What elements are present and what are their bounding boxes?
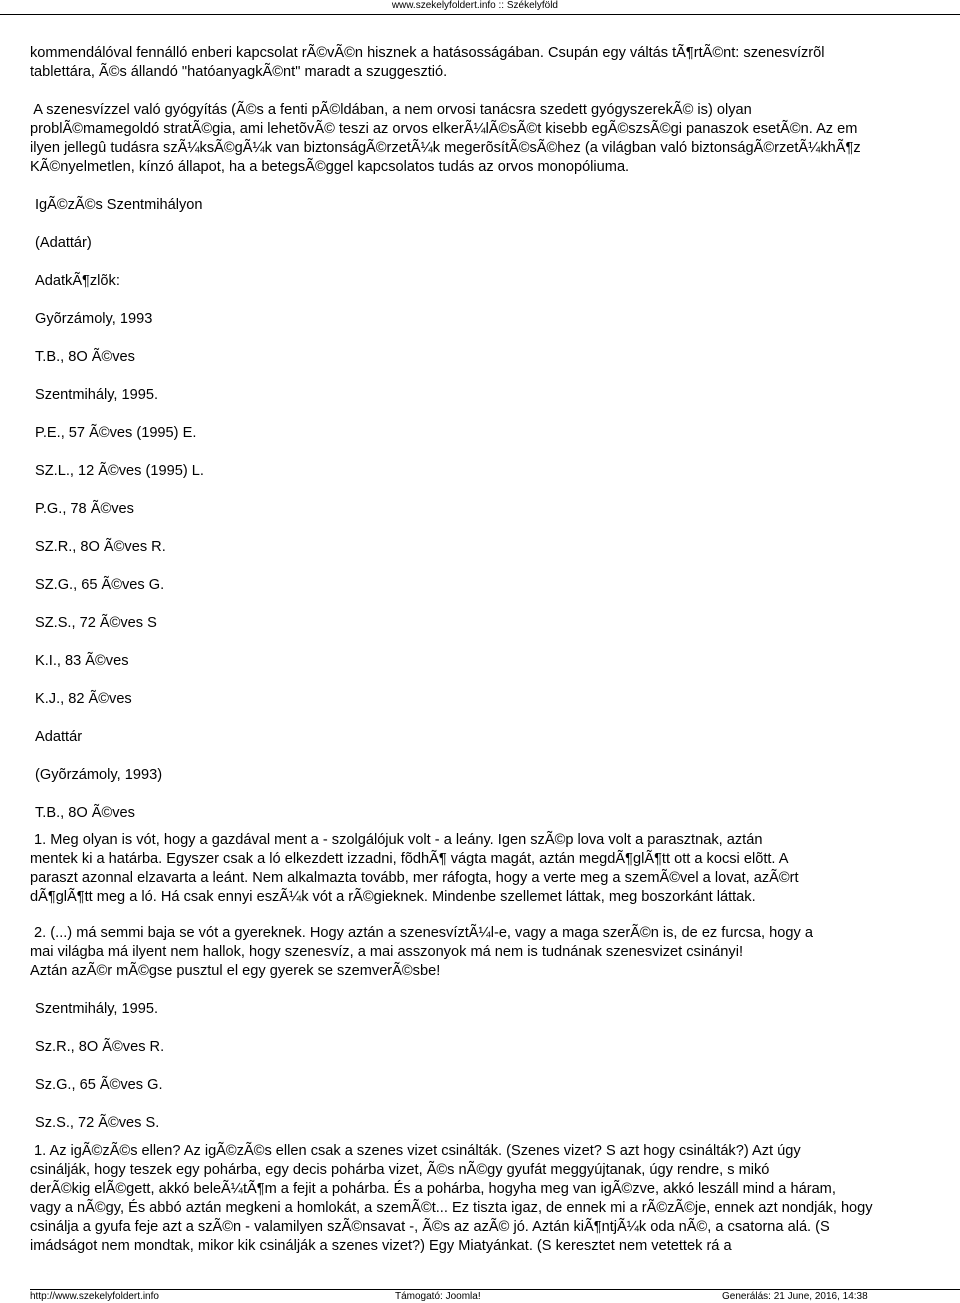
header-title: www.szekelyfoldert.info :: Székelyföld: [391, 0, 558, 11]
location-line: (Gyõrzámoly, 1993): [35, 767, 163, 783]
informant-line: Sz.R., 8O Ã©ves R.: [35, 1039, 165, 1055]
intro-paragraph-2: A szenesvízzel való gyógyítás (Ã©s a fenti pÃ©ldában, a nem orvosi tanácsra szedett gyógyszerekÃ© is) olyan problÃ©mamegoldó stratÃ©gia, ami lehetõvÃ© teszi az orvos elkerÃ¼lÃ©sÃ©t kisebb egÃ©szsÃ©gi panaszok esetÃ©n. Az em ilyen jellegû tudásra szÃ¼ksÃ©gÃ¼k van biztonságÃ©rzetÃ¼k megerõsítÃ©sÃ©hez (a világban való biztonságÃ©rzetÃ¼khÃ¶z KÃ©nyelmetlen, kínzó állapot, ha a betegsÃ©ggel kapcsolatos tudás az orvos monopóliuma.: [30, 102, 861, 175]
informant-line: P.E., 57 Ã©ves (1995) E.: [35, 425, 197, 441]
informant-line: P.G., 78 Ã©ves: [35, 501, 134, 517]
footer-divider: [30, 1289, 960, 1290]
informant-line: K.J., 82 Ã©ves: [35, 691, 132, 707]
location-line: Szentmihály, 1995.: [35, 1001, 159, 1017]
page-header: [0, 0, 960, 15]
location-line: Szentmihály, 1995.: [35, 387, 159, 403]
informant-line: K.I., 83 Ã©ves: [35, 653, 129, 669]
footer-sponsor: Támogató: Joomla!: [395, 1291, 481, 1302]
informant-line: T.B., 8O Ã©ves: [35, 349, 135, 365]
story-paragraph-1: 1. Meg olyan is vót, hogy a gazdával ment a - szolgálójuk volt - a leány. Igen szÃ©p lova volt a parasztnak, aztán mentek ki a határba. Egyszer csak a ló elkezdett izzadni, fõdhÃ¶ vágta magát, aztán megdÃ¶glÃ¶tt ott a kocsi elõtt. A paraszt azonnal elzavarta a leánt. Nem alkalmazta tovább, mer ráfogta, hogy a verte meg a szemÃ©vel a lovat, azÃ©rt dÃ¶glÃ¶tt meg a ló. Há csak ennyi eszÃ¼k vót a rÃ©gieknek. Mindenbe szellemet láttak, meg boszorkánt láttak.: [30, 832, 799, 905]
footer-generated: Generálás: 21 June, 2016, 14:38: [722, 1291, 868, 1302]
informants-label: AdatkÃ¶zlõk:: [35, 273, 120, 289]
informant-line: SZ.G., 65 Ã©ves G.: [35, 577, 165, 593]
intro-paragraph-1: kommendálóval fennálló enberi kapcsolat rÃ©vÃ©n hisznek a hatásosságában. Csupán egy váltás tÃ¶rtÃ©nt: szenesvízrõl tablettára, Ã©s állandó "hatóanyagkÃ©nt" maradt a szuggesztió.: [30, 45, 825, 80]
location-line: Gyõrzámoly, 1993: [35, 311, 153, 327]
informant-line: SZ.R., 8O Ã©ves R.: [35, 539, 166, 555]
section-title: IgÃ©zÃ©s Szentmihályon: [35, 197, 203, 213]
story-paragraph-2: 2. (...) má semmi baja se vót a gyereknek. Hogy aztán a szenesvíztÃ¼l-e, vagy a maga szerÃ©n is, de ez furcsa, hogy a mai világba má ilyent nem hallok, hogy szenesvíz, a mai asszonyok má nem is tudnának szenesvizet csinányi! Aztán azÃ©r mÃ©gse pusztul el egy gyerek se szemverÃ©sbe!: [30, 925, 813, 979]
informant-line: SZ.L., 12 Ã©ves (1995) L.: [35, 463, 204, 479]
footer-url[interactable]: http://www.szekelyfoldert.info: [30, 1291, 159, 1302]
informant-line: T.B., 8O Ã©ves: [35, 805, 135, 821]
informant-line: Sz.G., 65 Ã©ves G.: [35, 1077, 163, 1093]
informant-line: Sz.S., 72 Ã©ves S.: [35, 1115, 160, 1131]
section-subtitle: (Adattár): [35, 235, 92, 251]
final-paragraph: 1. Az igÃ©zÃ©s ellen? Az igÃ©zÃ©s ellen csak a szenes vizet csinálták. (Szenes vizet? S azt hogy csinálták?) Azt úgy csinálják, hogy teszek egy pohárba, egy decis pohárba vizet, Ã©s nÃ©gy gyufát meggyújtanak, úgy rendre, s mikó derÃ©kig elÃ©gett, akkó beleÃ¼tÃ¶m a fejit a pohárba. És a pohárba, hogyha meg van igÃ©zve, akkó leszáll mind a háram, vagy a nÃ©gy, És abbó aztán megkeni a homlokát, a szemÃ©t... Ez tiszta igaz, de ennek mi a rÃ©zÃ©je, ennek azt nondják, hogy csinálja a gyufa feje azt a szÃ©n - valamilyen szÃ©nsavat -, Ã©s az azÃ© jó. Aztán kiÃ¶ntjÃ¼k oda nÃ©, a csatorna alá. (S imádságot nem mondtak, mikor kik csinálják a szenes vizet?) Egy Miatyánkat. (S keresztet nem vetettek rá a: [30, 1143, 873, 1254]
document-body: [30, 44, 960, 1256]
archive-label: Adattár: [35, 729, 83, 745]
informant-line: SZ.S., 72 Ã©ves S: [35, 615, 157, 631]
